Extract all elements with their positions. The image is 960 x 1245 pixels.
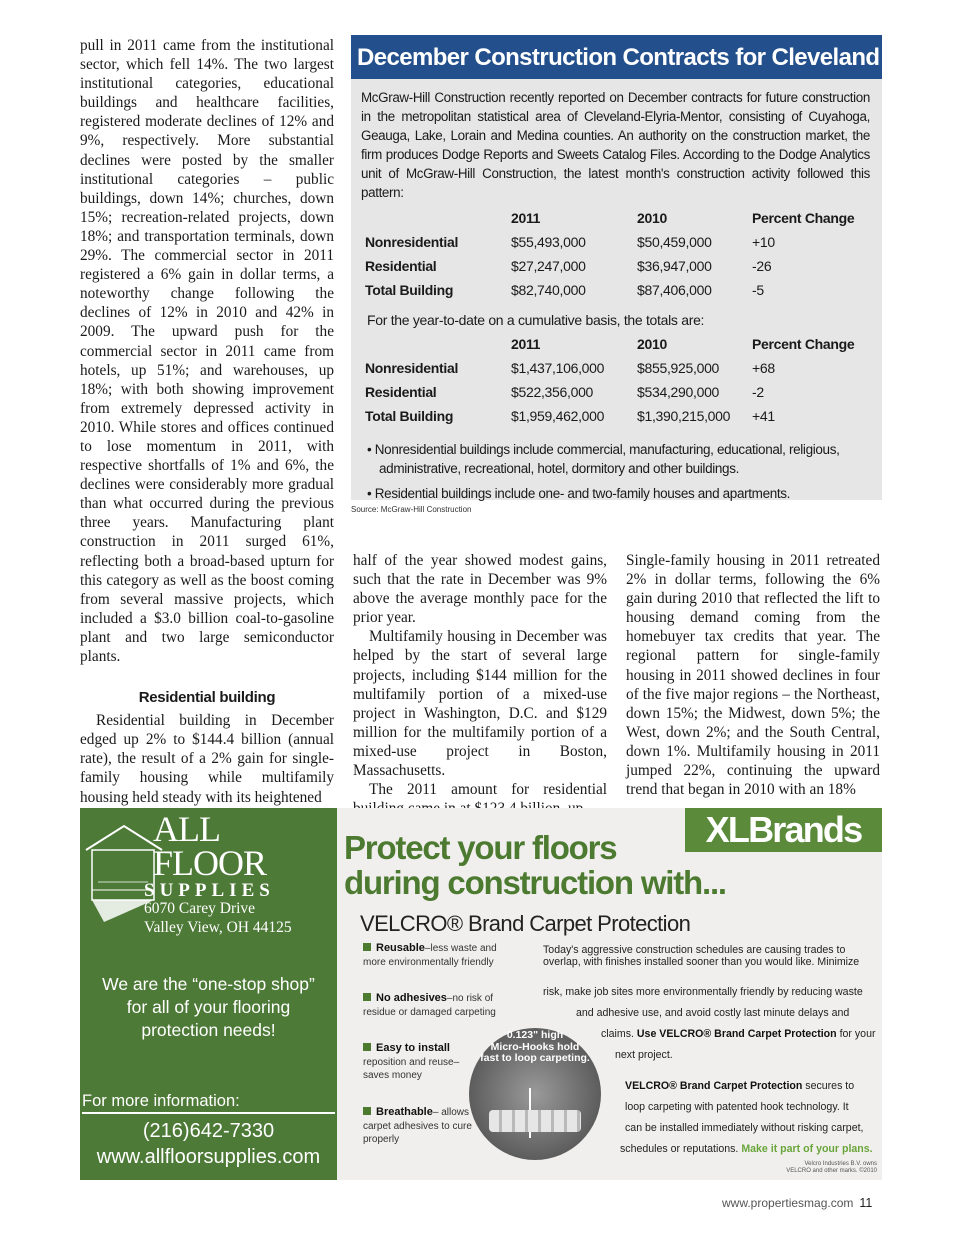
- footer-site[interactable]: www.propertiesmag.com: [722, 1196, 854, 1210]
- micro-hooks-caption: 0.123" high Micro-Hooks hold fast to loop carpeting.: [480, 1029, 590, 1064]
- feature-easy-install: Easy to install reposition and reuse– saves money: [363, 1042, 460, 1081]
- product-title: VELCRO® Brand Carpet Protection: [360, 911, 691, 936]
- bullet-square-icon: [363, 993, 371, 1001]
- col-header-2011: 2011: [511, 210, 541, 226]
- col-header-change: Percent Change: [752, 336, 855, 352]
- divider: [82, 1112, 335, 1114]
- col-header-2011: 2011: [511, 336, 541, 352]
- paragraph: half of the year showed modest gains, such that the rate in December was 9% above the average monthly pace for the prior year.: [353, 552, 607, 627]
- ad-body-line: VELCRO® Brand Carpet Protection secures to: [625, 1080, 855, 1092]
- ad-body-line: overlap, with finishes installed sooner than you would like. Minimize: [543, 956, 860, 968]
- paragraph: pull in 2011 came from the institutional sector, which fell 14%. The two largest institutional categories, educational buildings and healthcare facilities, registered moderate declines of 12% and 9%, respectively. More substantial declines were posted by the smaller institutional categories – public buildings, down 14%; churches, down 15%; recreation-related projects, down 18%; and transportation terminals, down 29%. The commercial sector in 2011 registered a 6% gain in dollar terms, a noteworthy change following the declines of 12% in 2010 and 42% in 2009. The upward push for the commercial sector in 2011 came from hotels, up 51%; and warehouses, up 18%; with both showing improvement from extremely depressed activity in 2010. While stores and offices continued to lose momentum in 2011, with respective shortfalls of 1% and 6%, the declines were considerably more gradual than what occurred during the previous three years. Manufacturing plant construction in 2011 surged 61%, reflecting both a broad-based upturn for this category as well as the boost coming from several massive projects, which included a $3.0 billion coal-to-gasoline plant and two large semiconductor plants.: [80, 37, 334, 665]
- logo-text: ALL FLOOR: [153, 809, 267, 883]
- ad-body-line: Today's aggressive construction schedules are causing trades to: [543, 944, 846, 956]
- bullet-square-icon: [363, 943, 371, 951]
- table-row: Total Building $82,740,000 $87,406,000 -5: [365, 282, 764, 298]
- website-link[interactable]: www.allfloorsupplies.com: [96, 1146, 321, 1168]
- col-header-2010: 2010: [637, 336, 667, 352]
- feature-reusable: Reusable–less waste and more environmentally friendly: [363, 942, 497, 968]
- ytd-table: [365, 332, 854, 428]
- page-footer: [722, 1196, 872, 1210]
- subhead-residential-building: Residential building: [138, 689, 276, 707]
- address-line-2: Valley View, OH 44125: [144, 919, 292, 936]
- hooks-icon: [489, 1110, 581, 1132]
- monthly-table: [365, 206, 854, 302]
- table-row: Residential $27,247,000 $36,947,000 -26: [365, 258, 772, 274]
- feature-breathable: Breathable– allows carpet adhesives to cure properly: [363, 1106, 472, 1145]
- ad-body-line: and adhesive use, and avoid costly last minute delays and: [576, 1007, 850, 1019]
- address-line-1: 6070 Carey Drive: [144, 900, 256, 917]
- bullet-square-icon: [363, 1043, 371, 1051]
- ad-body-line: risk, make job sites more environmentally friendly by reducing waste: [543, 986, 863, 998]
- slogan-line-1: We are the “one-stop shop”: [102, 974, 315, 994]
- ad-body-line: next project.: [615, 1049, 673, 1061]
- sidebar-notes: [351, 440, 882, 503]
- more-info-label: For more information:: [82, 1092, 240, 1110]
- source-credit: Source: McGraw-Hill Construction: [351, 505, 472, 514]
- ad-body-line: schedules or reputations. Make it part of your plans.: [620, 1143, 873, 1155]
- slogan-line-2: for all of your flooring: [126, 997, 291, 1017]
- xl-brands-logo: XLBrands: [685, 808, 882, 852]
- note-residential: • Residential buildings include one- and two-family houses and apartments.: [367, 486, 791, 501]
- page-number: 11: [859, 1196, 873, 1210]
- sidebar-title: December Construction Contracts for Cleveland Area: [351, 35, 882, 79]
- col-header-2010: 2010: [637, 210, 667, 226]
- paragraph: The 2011 amount for residential: [369, 781, 607, 799]
- table-row: Nonresidential $1,437,106,000 $855,925,000 +68: [365, 360, 775, 376]
- table-row: Nonresidential $55,493,000 $50,459,000 +10: [365, 234, 775, 250]
- phone-number[interactable]: (216)642-7330: [142, 1120, 275, 1142]
- ad-xl-brands: [337, 808, 882, 1180]
- logo-supplies: SUPPLIES: [144, 880, 275, 901]
- article-column-1: [80, 36, 334, 807]
- ytd-label: For the year-to-date on a cumulative basis, the totals are:: [367, 312, 705, 328]
- paragraph: Single-family housing in 2011 retreated 2% in dollar terms, following the 6% gain during 2010 that reflected the lift to housing demand coming from the homebuyer tax credits that year. The regional pattern for single-family housing in 2011 showed declines in four of the five major regions – the Northeast, down 15%; the Midwest, down 5%; the West, down 2%; and the South Central, down 1%. Multifamily housing in 2011 jumped 22%, continuing the upward trend that began in 2010 with an 18%: [626, 552, 880, 799]
- ad-headline-1: Protect your floors: [344, 829, 617, 866]
- ad-body-line: can be installed immediately without risking carpet,: [625, 1122, 864, 1134]
- ad-all-floor-supplies: [80, 808, 337, 1180]
- ad-body-line: loop carpeting with patented hook technology. It: [625, 1101, 849, 1113]
- col-header-change: Percent Change: [752, 210, 855, 226]
- sidebar-intro: McGraw-Hill Construction recently reported on December contracts for future construction in the metropolitan statistical area of Cleveland-Elyria-Mentor, consisting of Cuyahoga, Geauga, Lake, Lorain and Medina counties. An authority on the construction market, the firm produces Dodge Reports and Sweets Catalog Files. According to the Dodge Analytics unit of McGraw-Hill Construction, the latest month's construction activity followed this pattern:: [361, 90, 870, 200]
- bullet-square-icon: [363, 1107, 371, 1115]
- table-row: Total Building $1,959,462,000 $1,390,215,000 +41: [365, 408, 775, 424]
- feature-no-adhesives: No adhesives–no risk of residue or damaged carpeting: [363, 992, 496, 1018]
- article-column-3: [626, 551, 880, 799]
- ad-body-line: claims. Use VELCRO® Brand Carpet Protection for your: [601, 1028, 876, 1040]
- note-nonresidential: • Nonresidential buildings include commercial, manufacturing, educational, religious, administrative, recreational, hotel, dormitory and other buildings.: [367, 442, 840, 476]
- fine-print: Velcro Industries B.V. owns VELCRO and other marks. ©2010: [786, 1161, 877, 1174]
- sidebar-box: [351, 35, 936, 501]
- table-row: Residential $522,356,000 $534,290,000 -2: [365, 384, 764, 400]
- paragraph: Residential building in December edged up 2% to $144.4 billion (annual rate), the result of a 2% gain for single-family housing while multifamily housing held steady with its heightened: [80, 712, 334, 806]
- paragraph: Multifamily housing in December was helped by the start of several large projects, including $144 million for the multifamily portion of a mixed-use project in Washington, D.C. and $129 million for the multifamily portion of a mixed-use project in Boston, Massachusetts.: [353, 628, 607, 780]
- article-column-2: [353, 551, 607, 818]
- slogan-line-3: protection needs!: [141, 1020, 276, 1040]
- ad-headline-2: during construction with...: [344, 864, 726, 901]
